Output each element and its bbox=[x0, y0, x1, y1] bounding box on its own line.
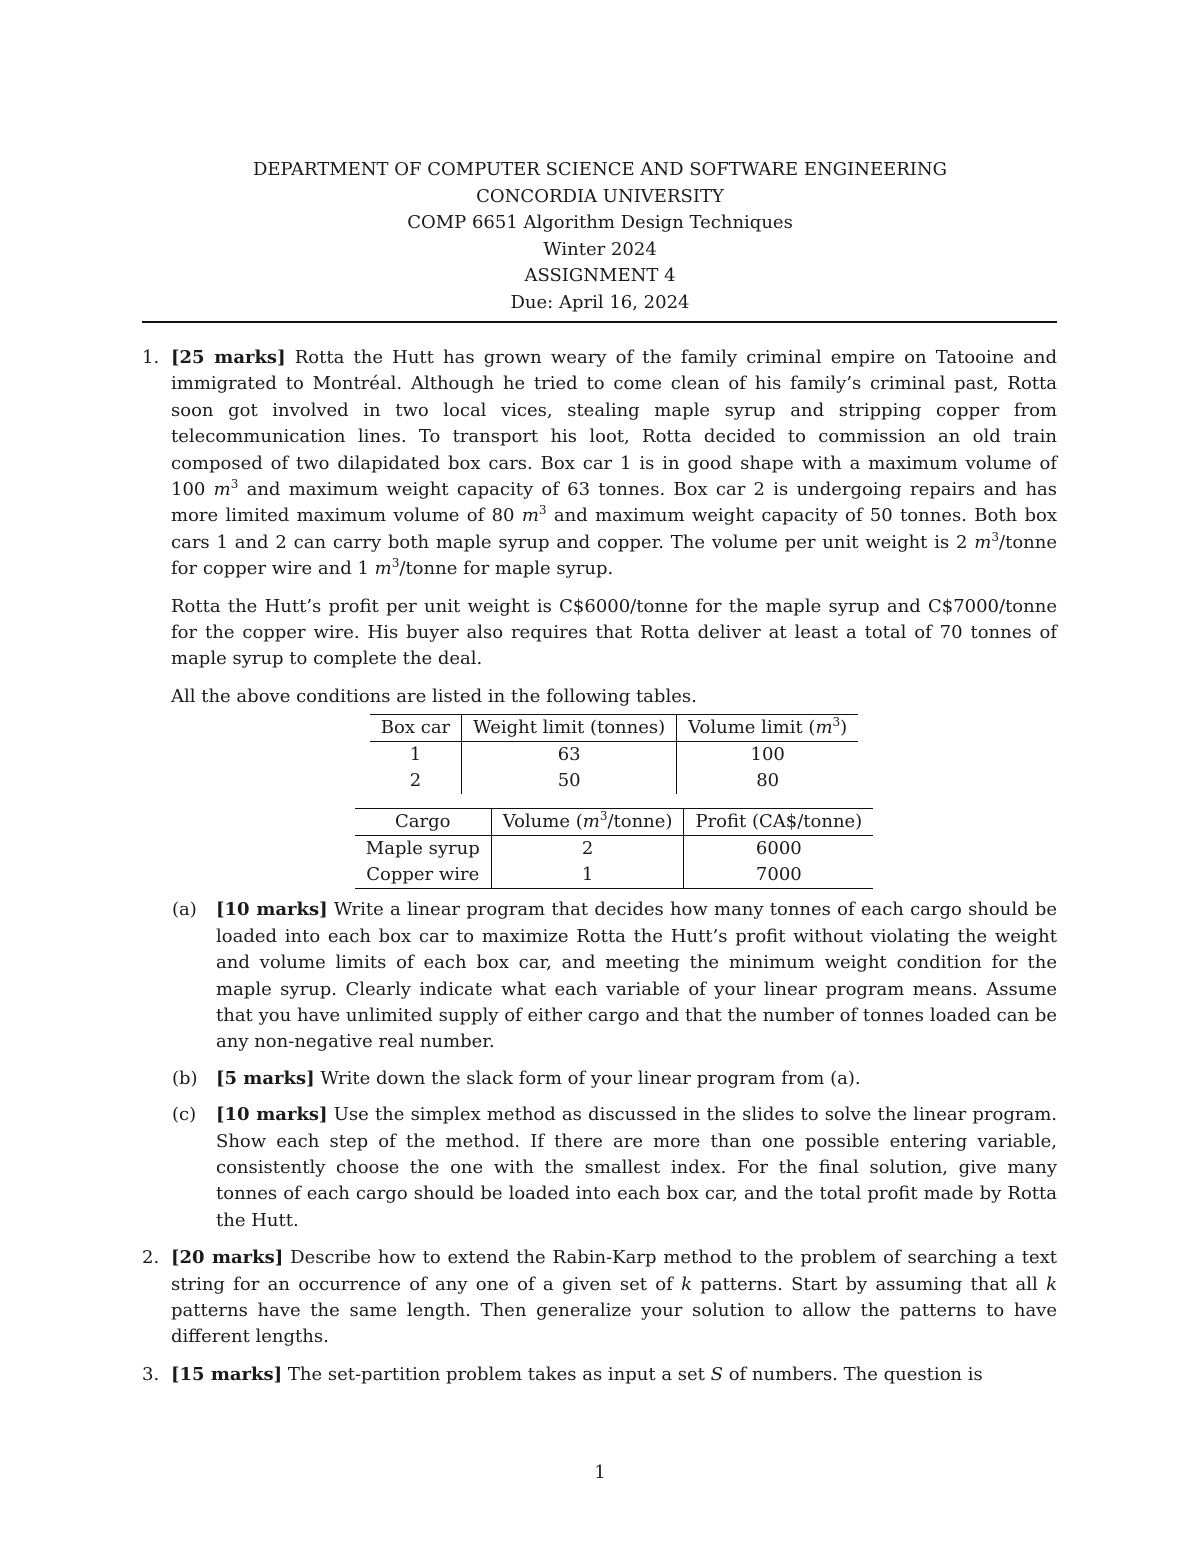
table-cell: 1 bbox=[409, 744, 422, 766]
column-header: Weight limit (tonnes) bbox=[462, 715, 677, 742]
table-cell: 2 bbox=[491, 836, 684, 863]
column-header: Volume $(m^3/tonne)$ bbox=[491, 809, 684, 836]
marks-label: [10 marks] bbox=[216, 1104, 328, 1126]
question-1-paragraph-3: All the above conditions are listed in the following tables. bbox=[171, 685, 697, 707]
table-row bbox=[355, 862, 873, 889]
marks-label: [20 marks] bbox=[171, 1247, 284, 1269]
table-cell: 63 bbox=[462, 742, 677, 769]
term-line: Winter 2024 bbox=[543, 238, 657, 260]
table-cell: 2 bbox=[409, 770, 422, 792]
subquestion-label: (a) bbox=[172, 899, 197, 921]
cargo-table bbox=[355, 808, 873, 889]
table-cell: 6000 bbox=[684, 836, 873, 863]
table-cell: 7000 bbox=[684, 862, 873, 889]
table-row bbox=[370, 768, 858, 794]
question-1-paragraph-1: [25 marks] Rotta the Hutt has grown weary of the family criminal empire on Tatooine and immigrated to Montréal. Although he tried to come clean of his family’s criminal past, Rotta soon got involved in two local vices, stealing maple syrup and stripping copper from telecommunication lines. To transport his loot, Rotta decided to commission an old train composed of two dilapidated box cars. Box car 1 is in good shape with a maximum volume of 100 $m^3$ and maximum weight capacity of 63 tonnes. Box car 2 is undergoing repairs and has more limited maximum volume of 80 $m^3$ and maximum weight capacity of 50 tonnes. Both box cars 1 and 2 can carry both maple syrup and copper. The volume per unit weight is 2 $m^3$/tonne for copper wire and 1 $m^3$/tonne for maple syrup. bbox=[171, 347, 1058, 580]
marks-label: [10 marks] bbox=[216, 899, 328, 921]
course-line: COMP 6651 Algorithm Design Techniques bbox=[407, 212, 793, 233]
assignment-title: ASSIGNMENT 4 bbox=[524, 265, 676, 286]
table-cell: 80 bbox=[677, 768, 859, 794]
university-line: CONCORDIA UNIVERSITY bbox=[476, 185, 724, 207]
table-cell: 100 bbox=[677, 742, 859, 769]
question-number: 2. bbox=[142, 1247, 160, 1269]
department-line: DEPARTMENT OF COMPUTER SCIENCE AND SOFTWARE ENGINEERING bbox=[252, 159, 948, 180]
box-car-table bbox=[370, 714, 858, 794]
question-1c: (c) [10 marks] Use the simplex method as discussed in the slides to solve the linear program. Show each step of the method. If there are more than one possible entering variable, consistently choose the one with the smallest index. For the final solution, give many tonnes of each cargo should be loaded into each box car, and the total profit made by Rotta the Hutt. bbox=[172, 1104, 1057, 1231]
table-row bbox=[355, 836, 873, 863]
due-date: Due: April 16, 2024 bbox=[510, 291, 690, 313]
table-cell: 1 bbox=[491, 862, 684, 889]
question-1-paragraph-2: Rotta the Hutt’s profit per unit weight is C$6000/tonne for the maple syrup and C$7000/tonne for the copper wire. His buyer also requires that Rotta deliver at least a total of 70 tonnes of maple syrup to complete the deal. bbox=[171, 595, 1057, 670]
marks-label: [15 marks] bbox=[171, 1363, 283, 1385]
table-header-row bbox=[370, 715, 858, 742]
page-number: 1 bbox=[594, 1462, 606, 1483]
table-cell: Copper wire bbox=[355, 862, 491, 889]
question-number: 3. bbox=[142, 1363, 160, 1385]
table-header-row bbox=[355, 809, 873, 836]
question-2: 2. [20 marks] Describe how to extend the Rabin-Karp method to the problem of searching a text string for an occurrence of any one of a given set of k patterns. Start by assuming that all k patterns have the same length. Then generalize your solution to allow the patterns to have different lengths. bbox=[142, 1247, 1057, 1348]
question-1b: (b) [5 marks] Write down the slack form of your linear program from (a). bbox=[142, 1066, 1057, 1092]
table-row bbox=[370, 742, 858, 769]
assignment-body bbox=[142, 345, 1057, 1388]
column-header: Volume limit $(m^3)$ bbox=[677, 715, 859, 742]
question-1 bbox=[142, 345, 1057, 889]
column-header: Box car bbox=[370, 715, 462, 742]
table-cell: Maple syrup bbox=[365, 838, 480, 860]
subquestion-label: (c) bbox=[172, 1104, 197, 1126]
document-header bbox=[0, 157, 1200, 316]
question-number: 1. bbox=[142, 347, 160, 368]
question-1a: (a) [10 marks] Write a linear program that decides how many tonnes of each cargo should be loaded into each box car to maximize Rotta the Hutt’s profit without violating the weight and volume limits of each box car, and meeting the minimum weight condition for the maple syrup. Clearly indicate what each variable of your linear program means. Assume that you have unlimited supply of either cargo and that the number of tonnes loaded can be any non-negative real number. bbox=[172, 899, 1057, 1053]
marks-label: [5 marks] bbox=[216, 1067, 315, 1089]
subquestion-label: (b) bbox=[172, 1067, 198, 1089]
header-rule bbox=[142, 321, 1057, 323]
question-3: 3. [15 marks] The set-partition problem takes as input a set S of numbers. The question is bbox=[142, 1362, 1057, 1388]
table-cell: 50 bbox=[462, 768, 677, 794]
marks-label: [25 marks] bbox=[171, 347, 286, 368]
column-header: Cargo bbox=[355, 809, 491, 836]
column-header: Profit (CA$/tonne) bbox=[684, 809, 873, 836]
